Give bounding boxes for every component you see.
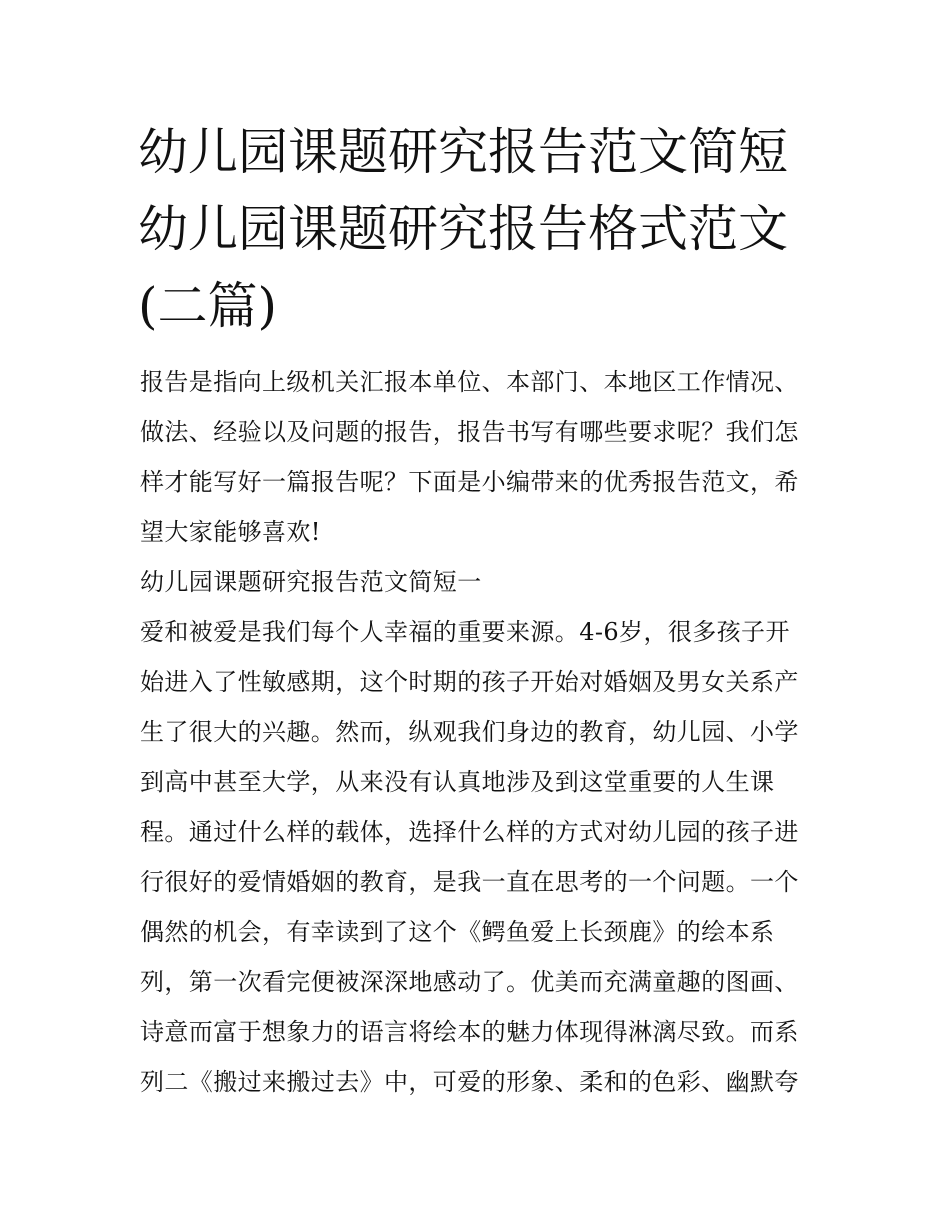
body-line: 到高中甚至大学，从来没有认真地涉及到这堂重要的人生课 (140, 768, 775, 796)
title-line-3: (二篇) (138, 277, 278, 335)
body-line: 诗意而富于想象力的语言将绘本的魅力体现得淋漓尽致。而系 (140, 1018, 799, 1046)
intro-paragraph (140, 357, 815, 557)
body-line: 行很好的爱情婚姻的教育，是我一直在思考的一个问题。一个 (140, 868, 799, 896)
title-line-1: 幼儿园课题研究报告范文简短 (138, 123, 788, 181)
body-line: 列，第一次看完便被深深地感动了。优美而充满童趣的图画、 (140, 968, 799, 996)
intro-line: 报告是指向上级机关汇报本单位、本部门、本地区工作情况、 (140, 368, 799, 396)
body-paragraph (140, 607, 815, 1107)
intro-line: 做法、经验以及问题的报告，报告书写有哪些要求呢？我们怎 (140, 418, 799, 446)
intro-line: 样才能写好一篇报告呢？下面是小编带来的优秀报告范文，希 (140, 468, 799, 496)
body-line: 程。通过什么样的载体，选择什么样的方式对幼儿园的孩子进 (140, 818, 799, 846)
body-line: 偶然的机会，有幸读到了这个《鳄鱼爱上长颈鹿》的绘本系 (140, 918, 775, 946)
document-title (138, 114, 828, 345)
body-line: 始进入了性敏感期，这个时期的孩子开始对婚姻及男女关系产 (140, 668, 799, 696)
document-body (140, 357, 815, 1107)
title-line-2: 幼儿园课题研究报告格式范文 (138, 200, 788, 258)
intro-line: 望大家能够喜欢! (140, 518, 321, 546)
section-heading-text: 幼儿园课题研究报告范文简短一 (140, 568, 482, 596)
body-line: 生了很大的兴趣。然而，纵观我们身边的教育，幼儿园、小学 (140, 718, 799, 746)
section-heading (140, 557, 815, 607)
body-line: 列二《搬过来搬过去》中，可爱的形象、柔和的色彩、幽默夸 (140, 1068, 799, 1096)
body-line: 爱和被爱是我们每个人幸福的重要来源。4-6岁，很多孩子开 (140, 618, 790, 646)
